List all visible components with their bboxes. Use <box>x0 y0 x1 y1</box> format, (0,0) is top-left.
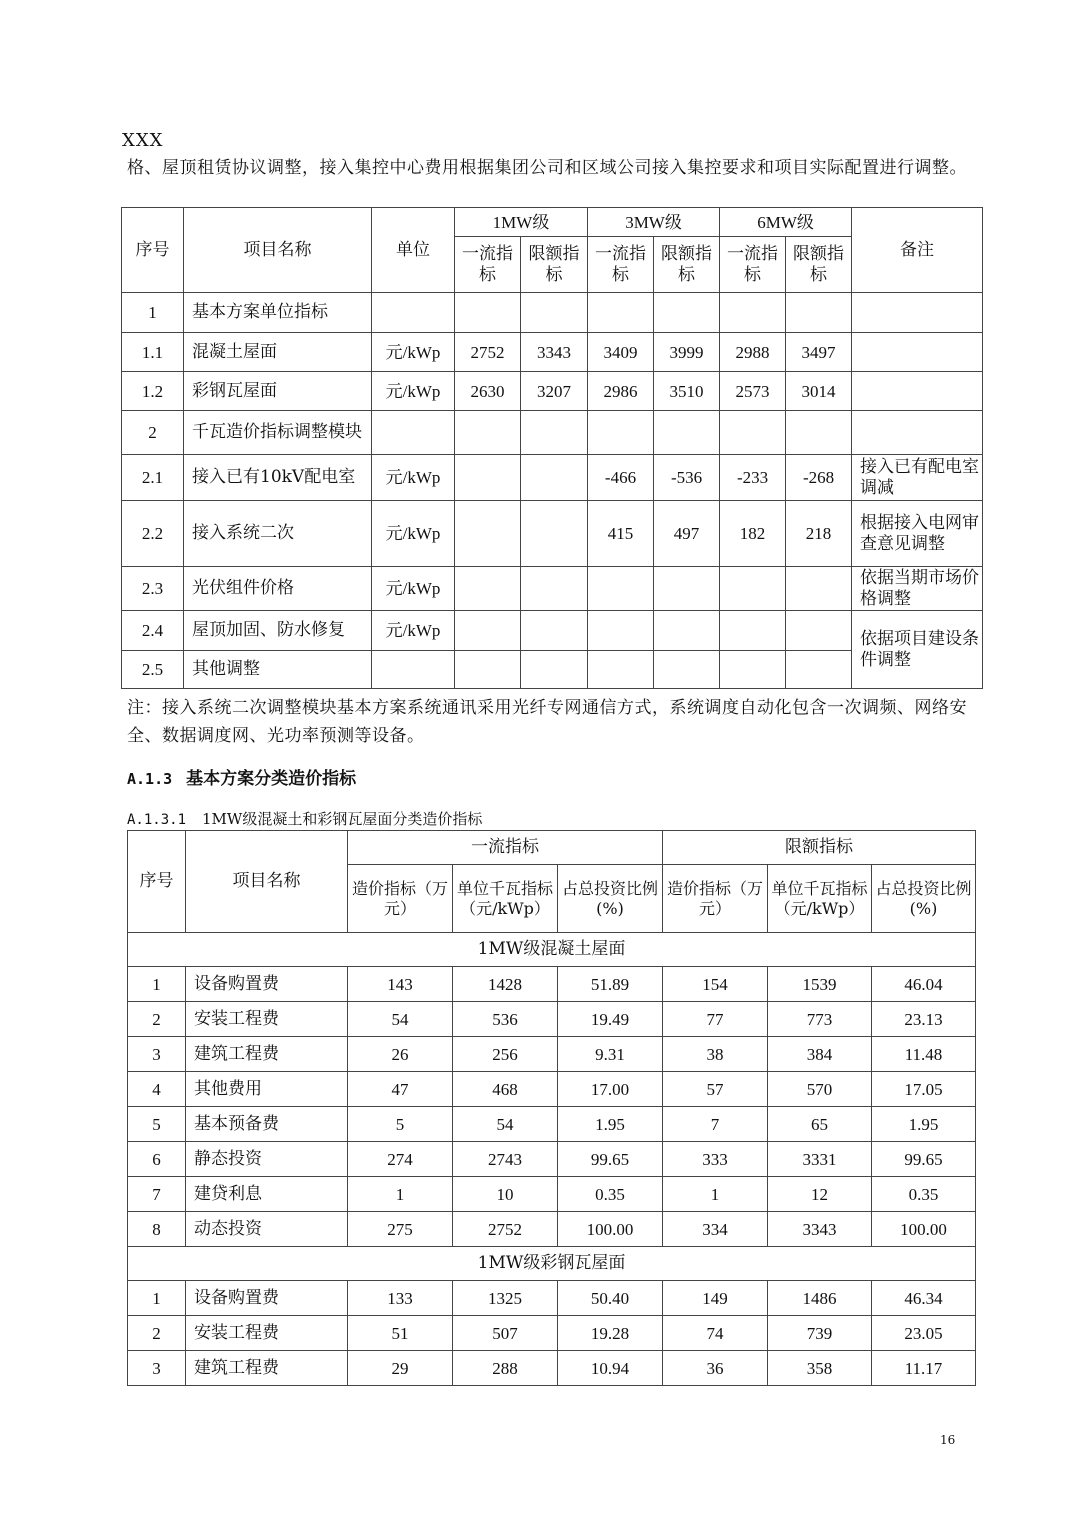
table-row <box>128 1281 976 1316</box>
cell-value: 143 <box>348 967 453 1002</box>
cell-seq: 7 <box>128 1177 186 1212</box>
cell-value: 47 <box>348 1072 453 1107</box>
cell-seq: 4 <box>128 1072 186 1107</box>
page-number: 16 <box>940 1433 956 1447</box>
cell-value: 2752 <box>455 333 521 372</box>
cell-name: 安装工程费 <box>186 1002 348 1037</box>
cell-name: 混凝土屋面 <box>184 333 372 372</box>
cell-value <box>521 567 588 611</box>
t2-header-group: 一流指标 <box>348 831 663 865</box>
block-title: 1MW级彩钢瓦屋面 <box>128 1247 976 1281</box>
cell-value <box>654 611 720 651</box>
cell-value: 1 <box>348 1177 453 1212</box>
cell-name: 建筑工程费 <box>186 1037 348 1072</box>
t2-header-name: 项目名称 <box>186 831 348 933</box>
cell-unit: 元/kWp <box>372 501 455 567</box>
table-section-row <box>128 933 976 967</box>
cell-value: 570 <box>768 1072 872 1107</box>
cell-value: 3343 <box>521 333 588 372</box>
cell-value: 3999 <box>654 333 720 372</box>
cell-value: 507 <box>453 1316 558 1351</box>
section-number: A.1.3 <box>127 770 173 788</box>
t1-subheader: 一流指标 <box>455 237 521 293</box>
cell-note: 接入已有配电室调减 <box>852 455 983 501</box>
cell-value: 3207 <box>521 372 588 411</box>
cell-value <box>455 651 521 689</box>
cell-value <box>521 411 588 455</box>
cell-value <box>786 567 852 611</box>
cell-value: 51 <box>348 1316 453 1351</box>
t1-subheader: 限额指标 <box>786 237 852 293</box>
table-row <box>122 411 983 455</box>
t2-header-group: 限额指标 <box>663 831 976 865</box>
t1-header-name: 项目名称 <box>184 208 372 293</box>
block-title: 1MW级混凝土屋面 <box>128 933 976 967</box>
cell-value <box>455 567 521 611</box>
t1-subheader: 一流指标 <box>720 237 786 293</box>
cell-value: 2573 <box>720 372 786 411</box>
cell-unit: 元/kWp <box>372 455 455 501</box>
cell-value: 1325 <box>453 1281 558 1316</box>
cell-value <box>654 567 720 611</box>
cell-name: 接入已有10kV配电室 <box>184 455 372 501</box>
t2-subheader: 占总投资比例(%) <box>558 865 663 933</box>
cell-value <box>521 651 588 689</box>
cell-value: 2752 <box>453 1212 558 1247</box>
cell-value: 100.00 <box>558 1212 663 1247</box>
table-row <box>128 1177 976 1212</box>
cell-seq: 1 <box>128 1281 186 1316</box>
cell-value <box>455 293 521 333</box>
cell-value: 739 <box>768 1316 872 1351</box>
cell-value: 54 <box>348 1002 453 1037</box>
cell-value <box>720 611 786 651</box>
cell-value: 1.95 <box>872 1107 976 1142</box>
cell-value <box>455 455 521 501</box>
cell-value <box>521 611 588 651</box>
cell-note <box>852 411 983 455</box>
cell-value: -536 <box>654 455 720 501</box>
cell-value: 773 <box>768 1002 872 1037</box>
cell-value: 384 <box>768 1037 872 1072</box>
t2-header-seq: 序号 <box>128 831 186 933</box>
cell-value: 2743 <box>453 1142 558 1177</box>
cell-value <box>588 293 654 333</box>
cell-value: 9.31 <box>558 1037 663 1072</box>
table-row <box>128 1037 976 1072</box>
cell-seq: 1.2 <box>122 372 184 411</box>
cell-seq: 2.3 <box>122 567 184 611</box>
cell-seq: 2.5 <box>122 651 184 689</box>
t2-subheader: 造价指标（万元） <box>348 865 453 933</box>
cell-seq: 1 <box>122 293 184 333</box>
cell-name: 设备购置费 <box>186 1281 348 1316</box>
cell-value: 46.34 <box>872 1281 976 1316</box>
cell-unit: 元/kWp <box>372 567 455 611</box>
cell-value: 10.94 <box>558 1351 663 1386</box>
cell-value: 2988 <box>720 333 786 372</box>
subsection-title: 1MW级混凝土和彩钢瓦屋面分类造价指标 <box>202 810 483 828</box>
cell-value: 497 <box>654 501 720 567</box>
table-row <box>122 333 983 372</box>
cell-value <box>720 651 786 689</box>
cell-value: 3331 <box>768 1142 872 1177</box>
cell-value: 2630 <box>455 372 521 411</box>
table-note: 注：接入系统二次调整模块基本方案系统通讯采用光纤专网通信方式，系统调度自动化包含一次调频、网络安全、数据调度网、光功率预测等设备。 <box>127 698 967 746</box>
cell-value <box>455 501 521 567</box>
t1-header-seq: 序号 <box>122 208 184 293</box>
cell-note: 根据接入电网审查意见调整 <box>852 501 983 567</box>
cell-value <box>455 411 521 455</box>
cell-unit <box>372 411 455 455</box>
cell-value: -466 <box>588 455 654 501</box>
cell-name: 建贷利息 <box>186 1177 348 1212</box>
cell-value: 7 <box>663 1107 768 1142</box>
t1-header-group: 6MW级 <box>720 208 852 237</box>
cell-value: 468 <box>453 1072 558 1107</box>
cell-value: 38 <box>663 1037 768 1072</box>
cell-value <box>588 567 654 611</box>
cell-seq: 2.2 <box>122 501 184 567</box>
cell-value: 23.13 <box>872 1002 976 1037</box>
table-row <box>128 1316 976 1351</box>
t1-subheader: 一流指标 <box>588 237 654 293</box>
cell-seq: 3 <box>128 1037 186 1072</box>
cell-value <box>455 611 521 651</box>
table-classified-cost <box>127 830 976 1386</box>
cell-value: 100.00 <box>872 1212 976 1247</box>
cell-value <box>521 293 588 333</box>
cell-value <box>720 411 786 455</box>
cell-value: 36 <box>663 1351 768 1386</box>
table-row <box>128 1351 976 1386</box>
cell-value: 19.49 <box>558 1002 663 1037</box>
cell-seq: 2 <box>122 411 184 455</box>
t1-subheader: 限额指标 <box>521 237 588 293</box>
cell-value <box>786 411 852 455</box>
cell-value <box>786 293 852 333</box>
cell-value: 11.48 <box>872 1037 976 1072</box>
cell-note <box>852 372 983 411</box>
cell-seq: 8 <box>128 1212 186 1247</box>
cell-value: 218 <box>786 501 852 567</box>
table-row <box>128 1072 976 1107</box>
cell-value <box>654 411 720 455</box>
cell-value: 333 <box>663 1142 768 1177</box>
cell-value: 1 <box>663 1177 768 1212</box>
t2-subheader: 造价指标（万元） <box>663 865 768 933</box>
cell-value: 99.65 <box>558 1142 663 1177</box>
cell-unit <box>372 651 455 689</box>
cell-value <box>720 293 786 333</box>
cell-value: -233 <box>720 455 786 501</box>
cell-value: 46.04 <box>872 967 976 1002</box>
cell-name: 设备购置费 <box>186 967 348 1002</box>
cell-name: 其他调整 <box>184 651 372 689</box>
cell-value <box>786 651 852 689</box>
table-row <box>122 293 983 333</box>
cell-value: 274 <box>348 1142 453 1177</box>
table-row <box>128 1142 976 1177</box>
cell-name: 其他费用 <box>186 1072 348 1107</box>
cell-seq: 1.1 <box>122 333 184 372</box>
cell-value <box>720 567 786 611</box>
cell-value: 154 <box>663 967 768 1002</box>
table-row <box>128 1002 976 1037</box>
cell-seq: 3 <box>128 1351 186 1386</box>
t1-header-unit: 单位 <box>372 208 455 293</box>
cell-value: 288 <box>453 1351 558 1386</box>
cell-value <box>654 293 720 333</box>
t2-subheader: 占总投资比例(%) <box>872 865 976 933</box>
cell-value: 415 <box>588 501 654 567</box>
cell-value <box>521 455 588 501</box>
cell-value: 536 <box>453 1002 558 1037</box>
intro-paragraph: 格、屋顶租赁协议调整，接入集控中心费用根据集团公司和区域公司接入集控要求和项目实际配置进行调整。 <box>127 158 967 178</box>
section-heading <box>127 764 356 789</box>
cell-name: 接入系统二次 <box>184 501 372 567</box>
table-row <box>122 372 983 411</box>
cell-name: 安装工程费 <box>186 1316 348 1351</box>
t1-header-note: 备注 <box>852 208 983 293</box>
cell-value: 256 <box>453 1037 558 1072</box>
cell-value: 358 <box>768 1351 872 1386</box>
cell-value: 29 <box>348 1351 453 1386</box>
cell-name: 屋顶加固、防水修复 <box>184 611 372 651</box>
cell-value: 0.35 <box>558 1177 663 1212</box>
cell-name: 基本方案单位指标 <box>184 293 372 333</box>
cell-value: -268 <box>786 455 852 501</box>
cell-value: 133 <box>348 1281 453 1316</box>
cell-value <box>588 411 654 455</box>
cell-value: 149 <box>663 1281 768 1316</box>
cell-unit <box>372 293 455 333</box>
t1-header-group: 3MW级 <box>588 208 720 237</box>
cell-value: 3497 <box>786 333 852 372</box>
cell-value: 74 <box>663 1316 768 1351</box>
cell-value: 50.40 <box>558 1281 663 1316</box>
cell-value: 12 <box>768 1177 872 1212</box>
table-row <box>122 567 983 611</box>
cell-value: 3409 <box>588 333 654 372</box>
cell-value <box>521 501 588 567</box>
cell-value <box>588 611 654 651</box>
cell-value: 77 <box>663 1002 768 1037</box>
cell-value: 3014 <box>786 372 852 411</box>
t2-subheader: 单位千瓦指标（元/kWp） <box>768 865 872 933</box>
cell-name: 动态投资 <box>186 1212 348 1247</box>
table-section-row <box>128 1247 976 1281</box>
cell-value: 3343 <box>768 1212 872 1247</box>
cell-name: 静态投资 <box>186 1142 348 1177</box>
table-row <box>128 967 976 1002</box>
cell-value: 19.28 <box>558 1316 663 1351</box>
cell-value: 54 <box>453 1107 558 1142</box>
cell-value: 0.35 <box>872 1177 976 1212</box>
cell-unit: 元/kWp <box>372 372 455 411</box>
cell-note <box>852 293 983 333</box>
cell-value: 5 <box>348 1107 453 1142</box>
cell-seq: 2 <box>128 1002 186 1037</box>
cell-value: 17.05 <box>872 1072 976 1107</box>
cell-unit: 元/kWp <box>372 333 455 372</box>
cell-value: 99.65 <box>872 1142 976 1177</box>
cell-value: 17.00 <box>558 1072 663 1107</box>
cell-seq: 2.1 <box>122 455 184 501</box>
cell-seq: 1 <box>128 967 186 1002</box>
page-header: XXX <box>122 130 164 151</box>
cell-value <box>588 651 654 689</box>
table-row <box>128 1212 976 1247</box>
cell-value: 26 <box>348 1037 453 1072</box>
cell-value: 275 <box>348 1212 453 1247</box>
subsection-heading <box>127 808 482 829</box>
cell-value: 51.89 <box>558 967 663 1002</box>
cell-value <box>654 651 720 689</box>
cell-unit: 元/kWp <box>372 611 455 651</box>
subsection-number: A.1.3.1 <box>127 812 187 828</box>
cell-value: 182 <box>720 501 786 567</box>
table-row <box>122 611 983 651</box>
cell-seq: 5 <box>128 1107 186 1142</box>
cell-value: 1486 <box>768 1281 872 1316</box>
cell-value <box>786 611 852 651</box>
cell-value: 1.95 <box>558 1107 663 1142</box>
section-title: 基本方案分类造价指标 <box>186 769 357 789</box>
cell-value: 10 <box>453 1177 558 1212</box>
cell-value: 57 <box>663 1072 768 1107</box>
cell-value: 2986 <box>588 372 654 411</box>
cell-seq: 2 <box>128 1316 186 1351</box>
cell-value: 3510 <box>654 372 720 411</box>
cell-value: 65 <box>768 1107 872 1142</box>
table-unit-cost-index <box>121 207 983 689</box>
cell-value: 1539 <box>768 967 872 1002</box>
cell-seq: 2.4 <box>122 611 184 651</box>
cell-note <box>852 333 983 372</box>
table-row <box>122 455 983 501</box>
cell-note: 依据当期市场价格调整 <box>852 567 983 611</box>
cell-value: 23.05 <box>872 1316 976 1351</box>
cell-seq: 6 <box>128 1142 186 1177</box>
t1-header-group: 1MW级 <box>455 208 588 237</box>
t1-subheader: 限额指标 <box>654 237 720 293</box>
cell-value: 1428 <box>453 967 558 1002</box>
cell-name: 彩钢瓦屋面 <box>184 372 372 411</box>
table-row <box>128 1107 976 1142</box>
cell-name: 千瓦造价指标调整模块 <box>184 411 372 455</box>
cell-name: 建筑工程费 <box>186 1351 348 1386</box>
cell-name: 光伏组件价格 <box>184 567 372 611</box>
cell-note: 依据项目建设条件调整 <box>852 611 983 689</box>
table-row <box>122 501 983 567</box>
cell-value: 334 <box>663 1212 768 1247</box>
cell-value: 11.17 <box>872 1351 976 1386</box>
cell-name: 基本预备费 <box>186 1107 348 1142</box>
t2-subheader: 单位千瓦指标（元/kWp） <box>453 865 558 933</box>
